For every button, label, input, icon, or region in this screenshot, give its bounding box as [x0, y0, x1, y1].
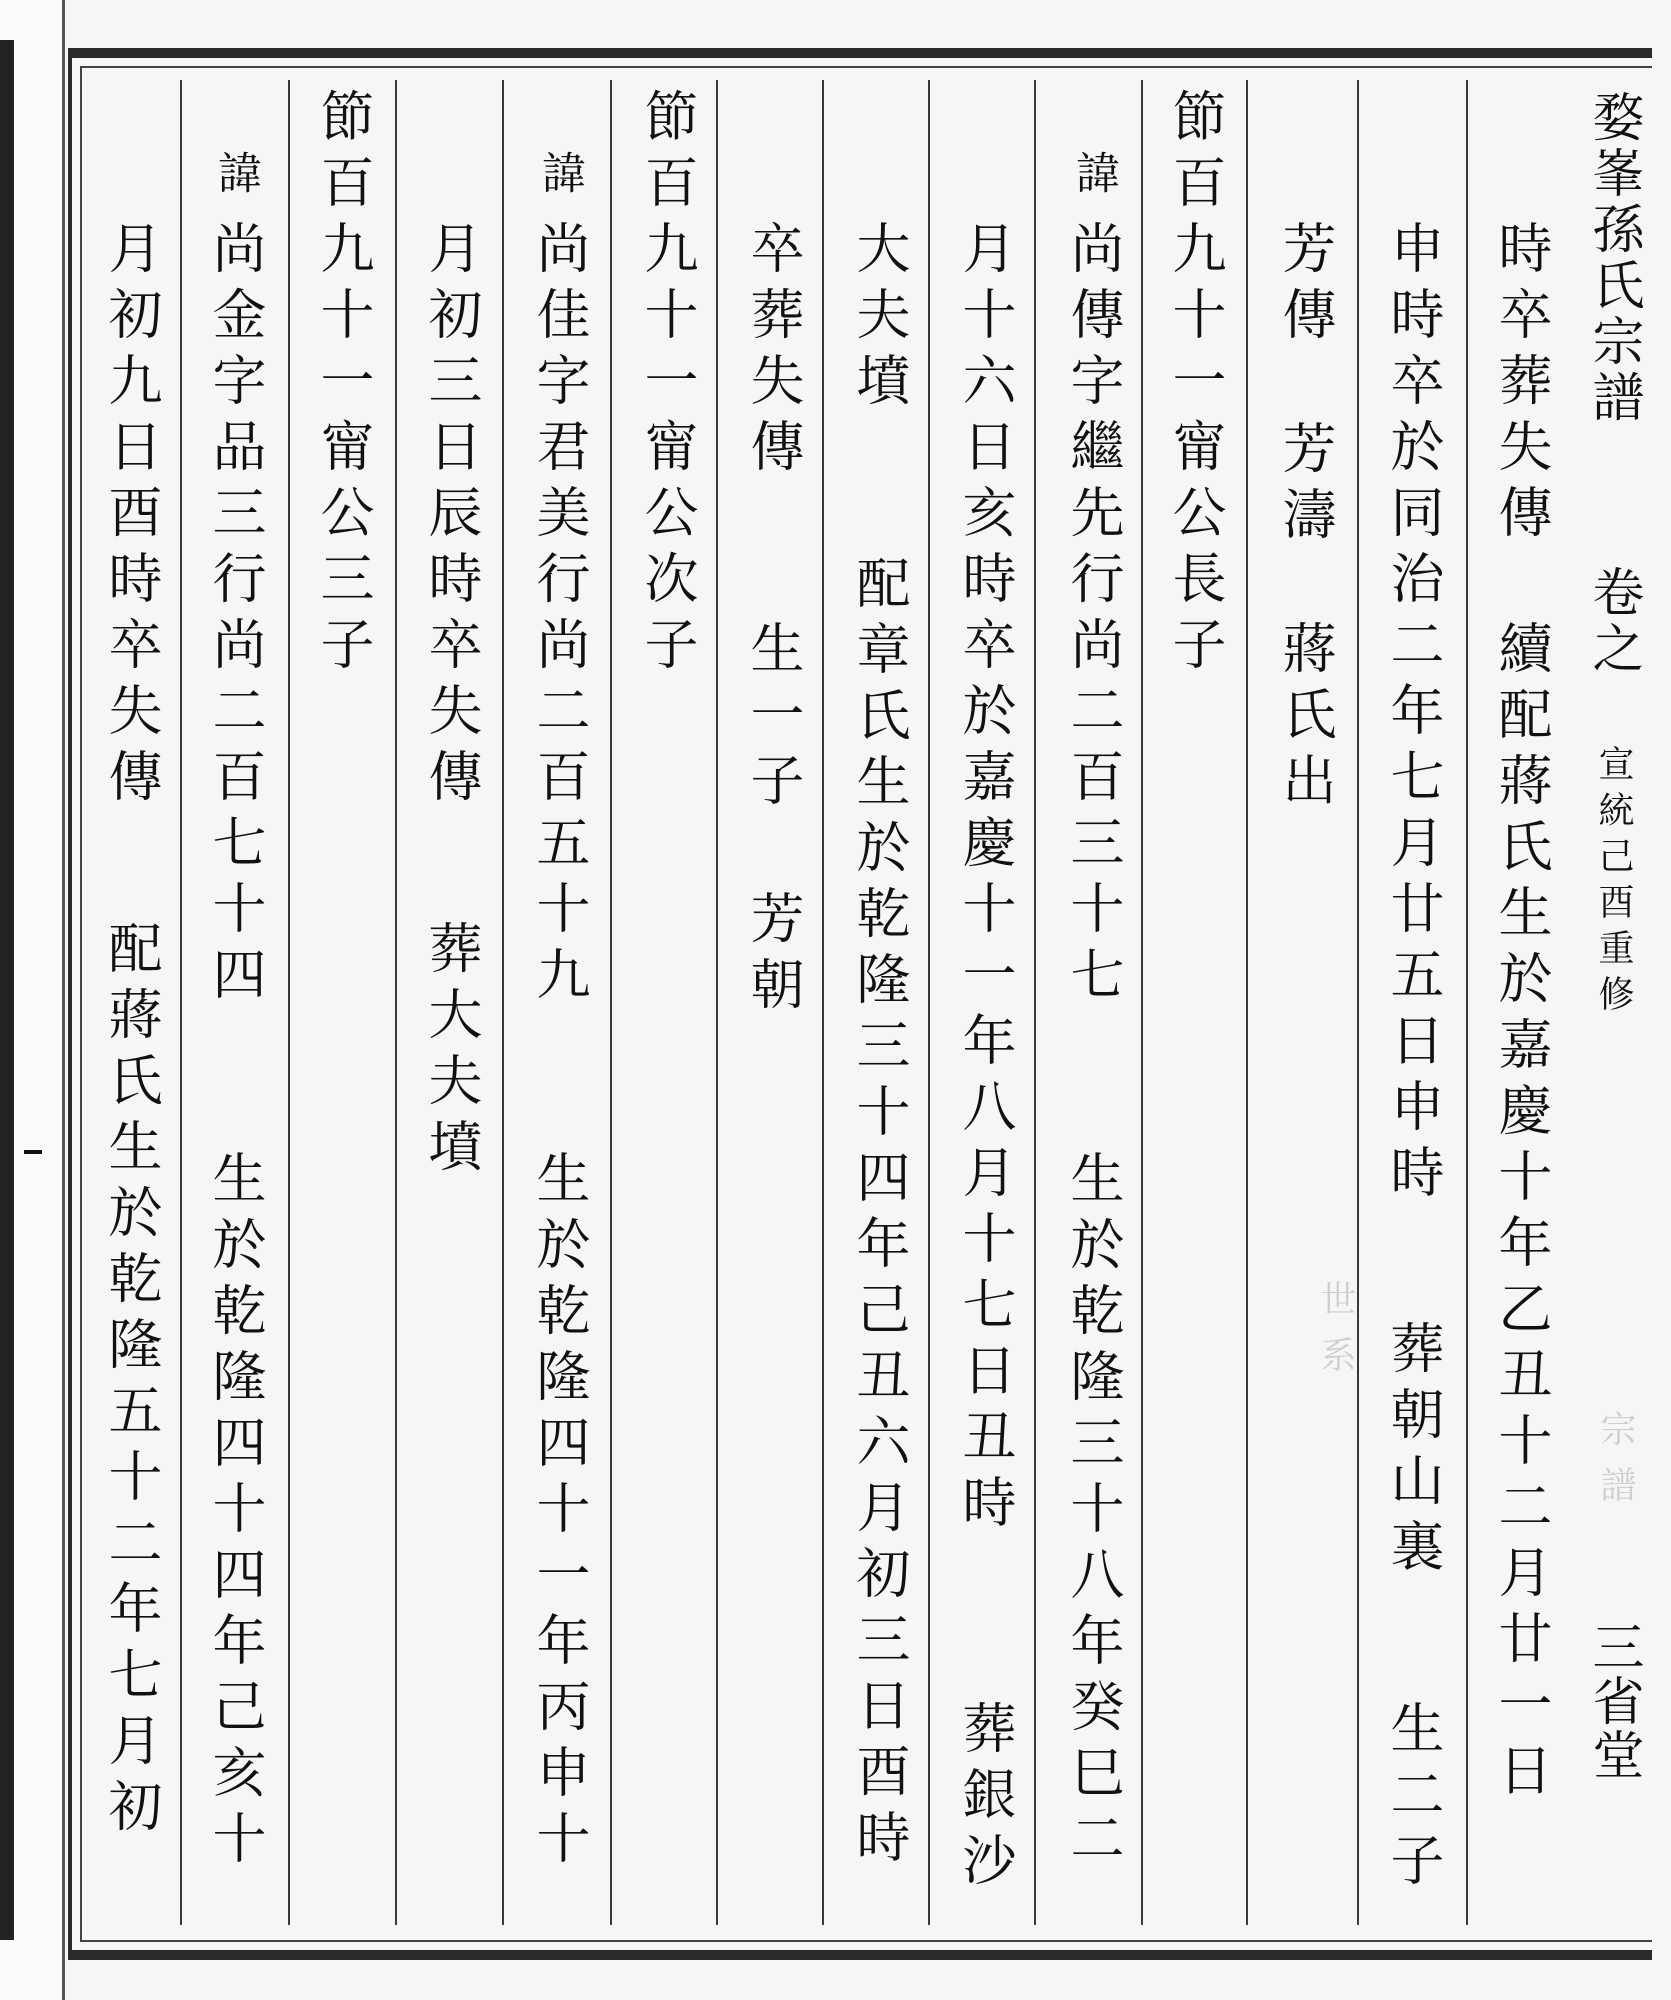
text-segment: 葬銀沙 [954, 1700, 1017, 1898]
text-segment: 芳朝 [742, 890, 805, 1022]
text-segment: 月初九日酉時卒失傳 [100, 220, 163, 814]
text-column [200, 0, 270, 2000]
column-rule [502, 80, 504, 1925]
text-segment: 續配蔣氏生於嘉慶十年乙丑十二月廿一日 [1490, 620, 1553, 1808]
text-segment: 卒葬失傳 [742, 220, 805, 484]
spine-mark [24, 1150, 42, 1154]
text-column [1378, 0, 1448, 2000]
text-column [950, 0, 1020, 2000]
text-segment: 節百九十一甯公長子 [1164, 88, 1227, 682]
text-segment: 月初三日辰時卒失傳 [420, 220, 483, 814]
column-rule [180, 80, 182, 1925]
text-segment: 尚傳字繼先行尚二百三十七 [1062, 220, 1125, 1012]
text-segment: 葬朝山裏 [1382, 1320, 1445, 1584]
text-segment: 尚佳字君美行尚二百五十九 [528, 220, 591, 1012]
text-segment: 時卒葬失傳 [1490, 220, 1553, 550]
column-rule [1034, 80, 1036, 1925]
text-segment: 申時卒於同治二年七月廿五日申時 [1382, 220, 1445, 1210]
margin-header [1578, 0, 1648, 2000]
text-segment: 諱 [1068, 150, 1119, 212]
text-column [1058, 0, 1128, 2000]
bleed-through-text: 宗譜 [1595, 1410, 1636, 1522]
text-column [738, 0, 808, 2000]
text-column [632, 0, 702, 2000]
text-column [844, 0, 914, 2000]
text-segment: 生於乾隆四十一年丙申十 [528, 1150, 591, 1876]
text-segment: 月十六日亥時卒於嘉慶十一年八月十七日丑時 [954, 220, 1017, 1540]
text-segment: 生於乾隆四十四年己亥十 [204, 1150, 267, 1876]
column-rule [610, 80, 612, 1925]
text-segment: 芳濤 [1274, 420, 1337, 552]
text-segment: 芳傳 [1274, 220, 1337, 352]
text-segment: 節百九十一甯公次子 [636, 88, 699, 682]
text-segment: 諱 [210, 150, 261, 212]
column-rule [928, 80, 930, 1925]
column-rule [395, 80, 397, 1925]
text-segment: 諱 [534, 150, 585, 212]
text-segment: 生二子 [1382, 1700, 1445, 1898]
text-segment: 尚金字品三行尚二百七十四 [204, 220, 267, 1012]
text-segment: 葬大夫墳 [420, 920, 483, 1184]
column-rule [288, 80, 290, 1925]
column-rule [1357, 80, 1359, 1925]
text-column [1270, 0, 1340, 2000]
text-column [96, 0, 166, 2000]
column-rule [822, 80, 824, 1925]
text-segment: 配章氏生於乾隆三十四年己丑六月初三日酉時 [848, 555, 911, 1875]
column-rule [1141, 80, 1143, 1925]
edition-note: 宣統己酉重修 [1593, 745, 1634, 1021]
column-rule [1246, 80, 1248, 1925]
text-segment: 生於乾隆三十八年癸巳二 [1062, 1150, 1125, 1876]
column-rule [1466, 80, 1468, 1925]
hall-name: 三省堂 [1583, 1620, 1643, 1782]
text-column [308, 0, 378, 2000]
text-segment: 節百九十一甯公三子 [312, 88, 375, 682]
text-segment: 蔣氏出 [1274, 620, 1337, 818]
text-column [1160, 0, 1230, 2000]
text-column [1486, 0, 1556, 2000]
text-segment: 生一子 [742, 620, 805, 818]
bleed-through-text: 世系 [1315, 1280, 1356, 1392]
text-segment: 大夫墳 [848, 220, 911, 418]
book-title: 婺峯孫氏宗譜 [1583, 90, 1643, 426]
volume-label: 卷之 [1583, 565, 1643, 677]
text-segment: 配蔣氏生於乾隆五十二年七月初 [100, 920, 163, 1844]
text-column [416, 0, 486, 2000]
text-column [524, 0, 594, 2000]
book-spine [0, 0, 65, 2000]
column-rule [716, 80, 718, 1925]
spine-edge [0, 40, 14, 1940]
